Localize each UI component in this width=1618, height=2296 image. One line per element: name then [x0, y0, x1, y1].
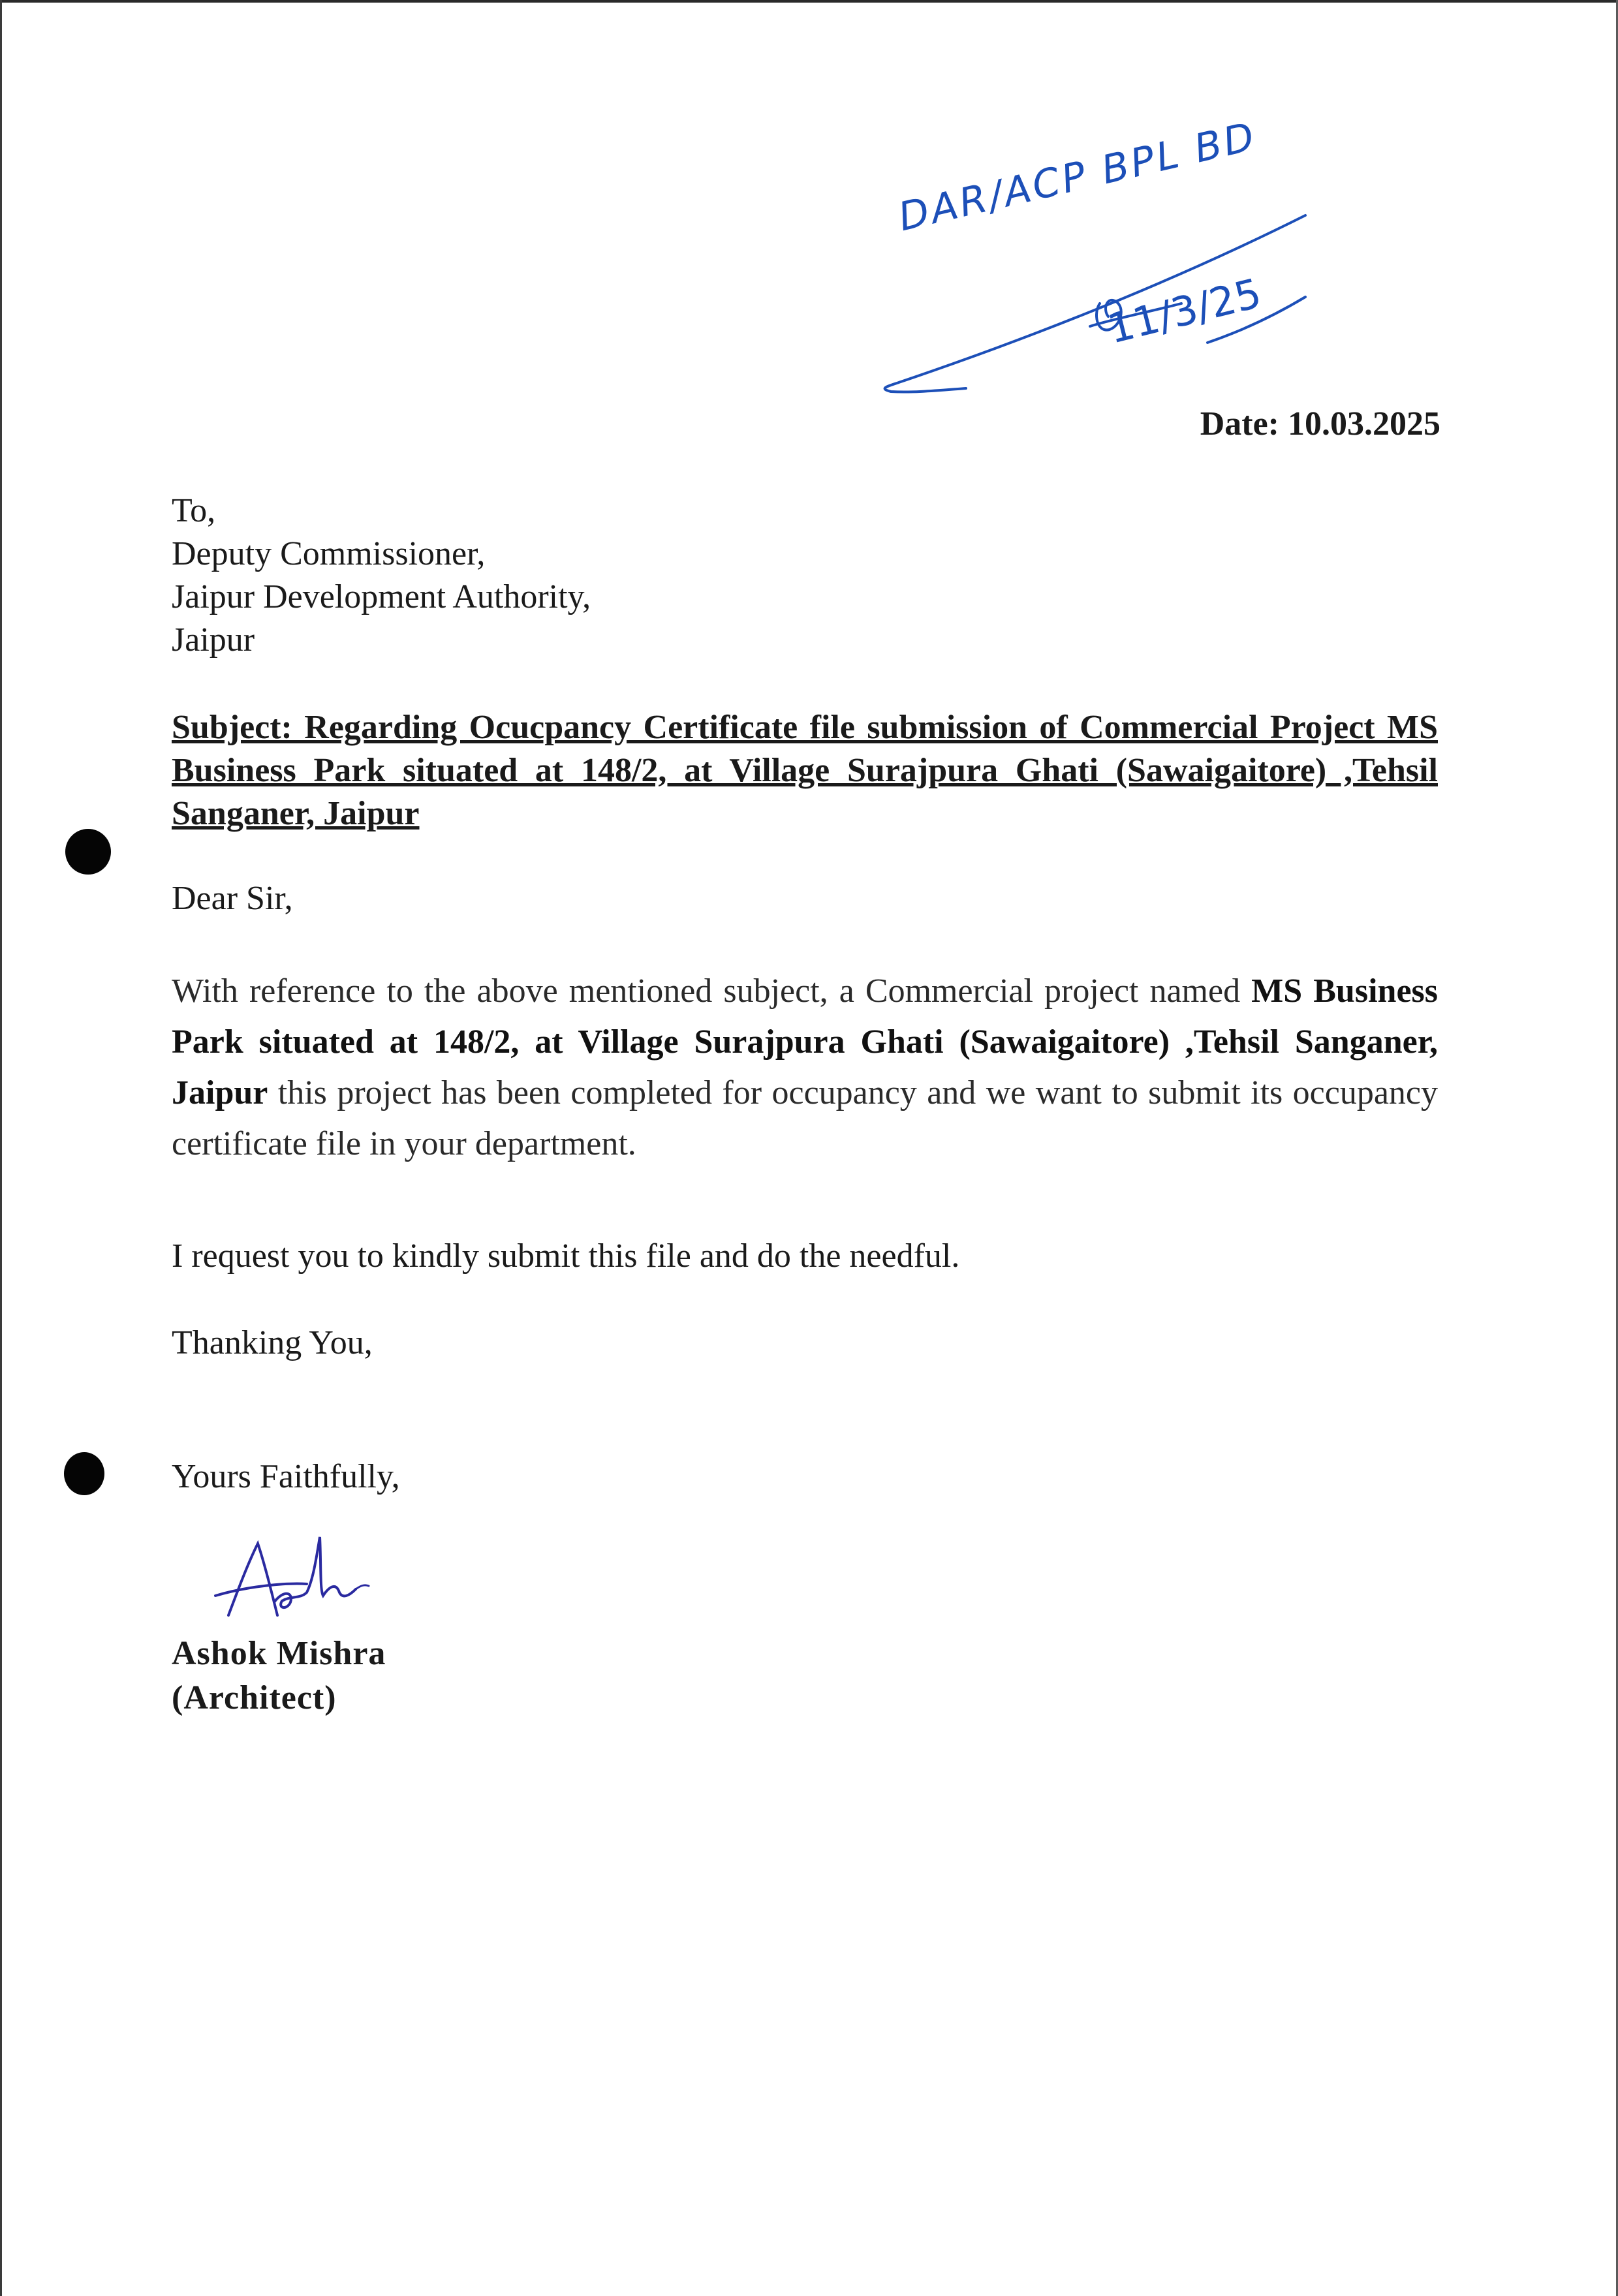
body-text-conclusion: this project has been completed for occupancy and we want to submit its occupancy certificate file in your department. — [172, 1074, 1438, 1162]
punch-hole-lower — [64, 1452, 104, 1495]
handwritten-signature — [209, 1524, 379, 1628]
body-text-intro: With reference to the above mentioned subject, a Commercial project named — [172, 972, 1252, 1010]
punch-hole-upper — [65, 829, 111, 875]
signer-title: (Architect) — [172, 1679, 337, 1716]
handwritten-received-date: 11/3/25 — [1103, 269, 1266, 353]
closing-line: Yours Faithfully, — [172, 1458, 400, 1495]
page-edge-left — [0, 0, 2, 2296]
recipient-line-to: To, — [172, 492, 216, 529]
request-line: I request you to kindly submit this file and do the needful. — [172, 1237, 960, 1275]
signer-name: Ashok Mishra — [172, 1635, 386, 1672]
salutation: Dear Sir, — [172, 880, 293, 917]
body-text-project: MS Business Park situated at 148/2, at Village Surajpura Ghati (Sawaigaitore) ,Tehsil Sanganer, Jaipur — [172, 972, 1438, 1111]
recipient-line-city: Jaipur — [172, 621, 255, 659]
letter-date: Date: 10.03.2025 — [1200, 405, 1440, 442]
thanks-line: Thanking You, — [172, 1324, 373, 1361]
signer-block — [172, 1632, 386, 1720]
page-edge-top — [0, 0, 1618, 3]
recipient-line-designation: Deputy Commissioner, — [172, 535, 486, 572]
recipient-line-organization: Jaipur Development Authority, — [172, 578, 591, 615]
letter-subject: Subject: Regarding Ocucpancy Certificate file submission of Commercial Project MS Business Park situated at 148/2, at Village Surajpura Ghati (Sawaigaitore) ,Tehsil Sanganer, Jaipur — [172, 709, 1438, 832]
recipient-address — [172, 489, 591, 662]
body-paragraph — [172, 966, 1438, 1170]
handwritten-reference-note: DAR/ACP BPL BD — [894, 113, 1261, 241]
